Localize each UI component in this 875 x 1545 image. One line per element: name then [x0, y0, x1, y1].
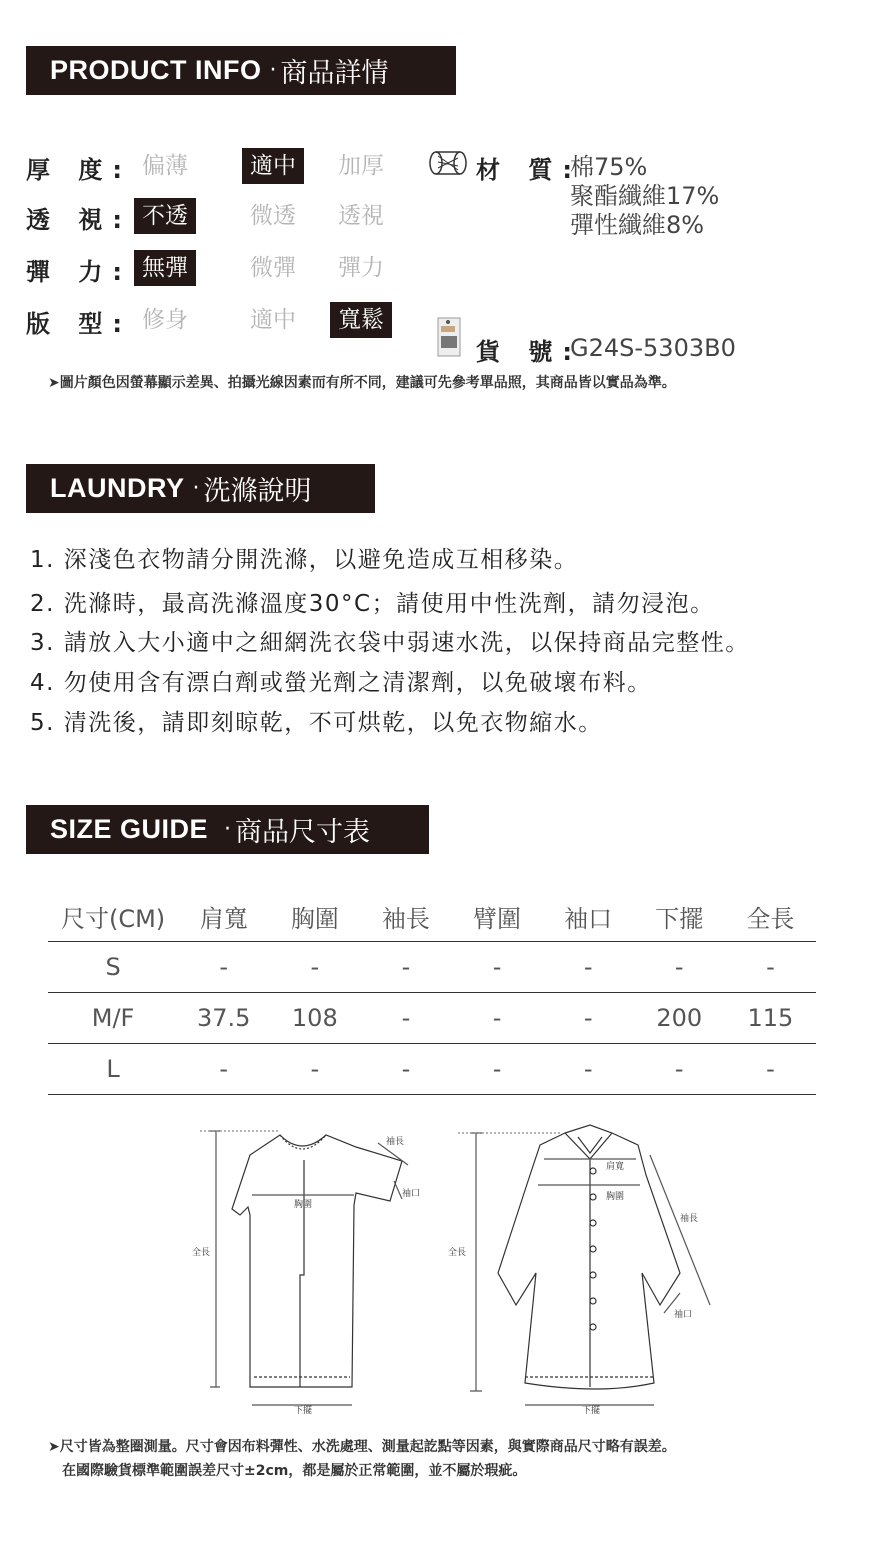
tag-icon: [436, 316, 462, 362]
laundry-item: 1. 深淺色衣物請分開洗滌，以避免造成互相移染。: [30, 547, 579, 573]
size-value-cell: -: [269, 1043, 360, 1094]
label-cuff: 袖口: [402, 1189, 421, 1199]
label-chest: 胸圍: [294, 1200, 313, 1210]
attribute-option: 修身: [142, 307, 188, 333]
label-shoulder: 肩寬: [606, 1162, 625, 1172]
dress-diagram: [200, 1131, 408, 1405]
size-value-cell: 115: [725, 992, 816, 1043]
size-value-cell: -: [634, 1043, 725, 1094]
item-no-label: 貨 號:: [476, 338, 582, 366]
size-label-cell: S: [48, 941, 178, 992]
size-value-cell: -: [451, 992, 542, 1043]
attribute-option-selected: 適中: [242, 148, 304, 184]
attribute-label: 厚 度:: [26, 156, 132, 184]
size-guide-header: SIZE GUIDE · 商品尺寸表: [26, 805, 429, 854]
product-info-header: PRODUCT INFO · 商品詳情: [26, 46, 456, 95]
size-column-header: 胸圍: [269, 893, 360, 941]
size-note-line2: 在國際驗貨標準範圍誤差尺寸±2cm，都是屬於正常範圍，並不屬於瑕疵。: [62, 1463, 527, 1479]
size-note-line1: ➤尺寸皆為整圈測量。尺寸會因布料彈性、水洗處理、測量起訖點等因素，與實際商品尺寸略有誤差。: [48, 1439, 676, 1455]
laundry-item: 5. 清洗後，請即刻晾乾，不可烘乾，以免衣物縮水。: [30, 710, 603, 736]
label-cuff: 袖口: [674, 1310, 693, 1320]
size-column-header: 臂圍: [451, 893, 542, 941]
attribute-option: 彈力: [338, 255, 384, 281]
label-hem: 下擺: [582, 1406, 601, 1416]
size-table: [48, 893, 816, 1095]
attribute-option: 微透: [250, 203, 296, 229]
size-value-cell: -: [451, 1043, 542, 1094]
size-column-header: 肩寬: [178, 893, 269, 941]
laundry-header: LAUNDRY · 洗滌說明: [26, 464, 375, 513]
size-row: [48, 992, 816, 1043]
size-column-header: 全長: [725, 893, 816, 941]
attribute-label: 版 型:: [26, 310, 132, 338]
size-value-cell: 200: [634, 992, 725, 1043]
attribute-option-selected: 寬鬆: [330, 302, 392, 338]
label-chest: 胸圍: [606, 1192, 625, 1202]
attribute-option: 偏薄: [142, 153, 188, 179]
material-label: 材 質:: [476, 156, 582, 184]
size-value-cell: -: [543, 992, 634, 1043]
size-table-header: [48, 893, 816, 941]
size-label-cell: L: [48, 1043, 178, 1094]
size-value-cell: 108: [269, 992, 360, 1043]
header-zh: 商品尺寸表: [235, 817, 371, 848]
header-en: LAUNDRY: [50, 473, 185, 503]
size-value-cell: -: [360, 941, 451, 992]
size-row: [48, 1043, 816, 1094]
attribute-option: 透視: [338, 203, 384, 229]
attribute-label: 彈 力:: [26, 258, 132, 286]
size-value-cell: -: [178, 941, 269, 992]
size-value-cell: -: [543, 1043, 634, 1094]
attribute-option-selected: 不透: [134, 198, 196, 234]
size-value-cell: -: [451, 941, 542, 992]
size-value-cell: -: [360, 1043, 451, 1094]
size-value-cell: -: [178, 1043, 269, 1094]
laundry-item: 2. 洗滌時，最高洗滌溫度30°C；請使用中性洗劑，請勿浸泡。: [30, 591, 715, 617]
size-value-cell: -: [634, 941, 725, 992]
size-column-header: 袖口: [543, 893, 634, 941]
item-no-value: G24S-5303B0: [570, 334, 736, 362]
label-sleeve-length: 袖長: [680, 1214, 699, 1224]
size-value-cell: -: [360, 992, 451, 1043]
attribute-option: 加厚: [338, 153, 384, 179]
attribute-option: 微彈: [250, 255, 296, 281]
product-note: ➤圖片顏色因螢幕顯示差異、拍攝光線因素而有所不同，建議可先參考單品照，其商品皆以實品為準。: [48, 375, 676, 391]
header-en: PRODUCT INFO: [50, 55, 262, 85]
size-column-header: 下擺: [634, 893, 725, 941]
laundry-item: 4. 勿使用含有漂白劑或螢光劑之清潔劑，以免破壞布料。: [30, 670, 652, 696]
attribute-option: 適中: [250, 307, 296, 333]
header-zh: 洗滌說明: [203, 476, 312, 507]
size-label-cell: M/F: [48, 992, 178, 1043]
label-full-length: 全長: [192, 1248, 211, 1258]
garment-diagrams: [180, 1115, 740, 1420]
size-value-cell: -: [725, 941, 816, 992]
header-en: SIZE GUIDE: [50, 814, 209, 844]
label-hem: 下擺: [294, 1406, 313, 1416]
size-value-cell: 37.5: [178, 992, 269, 1043]
size-column-header: 尺寸(CM): [48, 893, 178, 941]
shirt-dress-diagram: [458, 1125, 710, 1405]
label-sleeve-length: 袖長: [386, 1137, 405, 1147]
size-column-header: 袖長: [360, 893, 451, 941]
header-zh: 商品詳情: [280, 58, 389, 89]
material-values: 棉75% 聚酯纖維17% 彈性纖維8%: [570, 153, 720, 239]
thread-icon: [428, 148, 468, 182]
size-value-cell: -: [725, 1043, 816, 1094]
size-value-cell: -: [269, 941, 360, 992]
attribute-option-selected: 無彈: [134, 250, 196, 286]
label-full-length: 全長: [448, 1248, 467, 1258]
size-value-cell: -: [543, 941, 634, 992]
laundry-item: 3. 請放入大小適中之細網洗衣袋中弱速水洗，以保持商品完整性。: [30, 630, 750, 656]
attribute-label: 透 視:: [26, 206, 132, 234]
size-row: [48, 941, 816, 992]
